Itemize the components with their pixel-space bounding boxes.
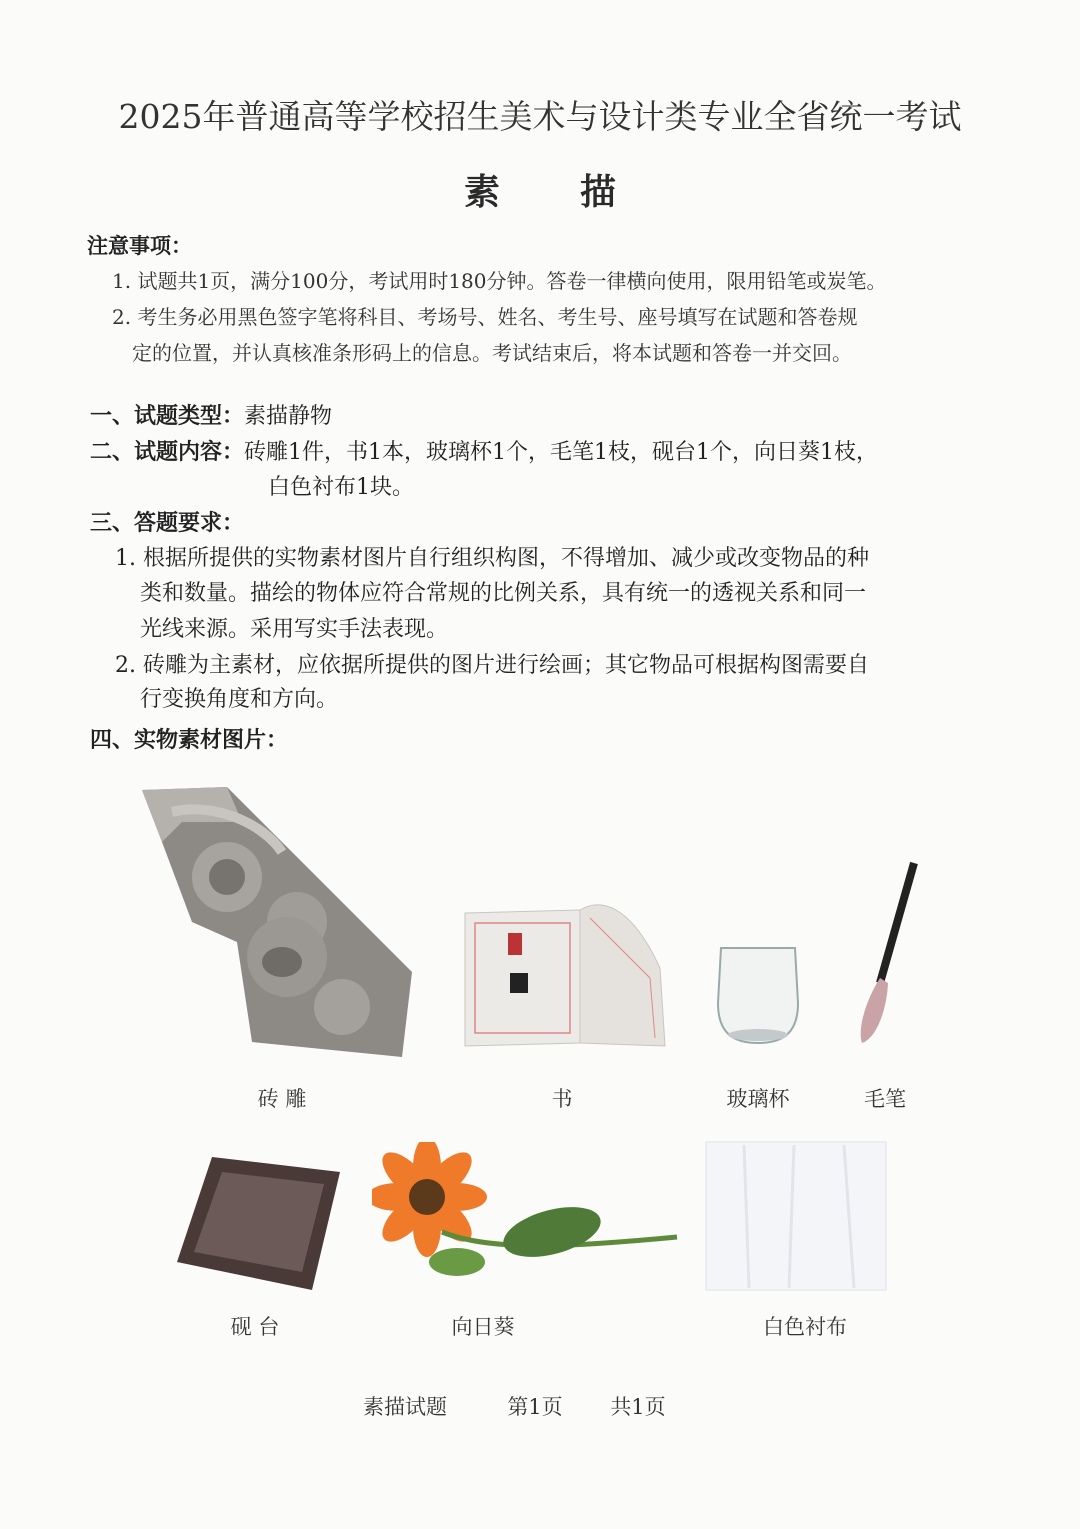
book-image <box>460 898 670 1053</box>
requirement-line: 行变换角度和方向。 <box>140 687 339 712</box>
subject-title: 素描 <box>463 171 696 213</box>
notice-heading: 注意事项： <box>87 233 192 258</box>
notice-item: 2. 考生务必用黑色签字笔将科目、考场号、姓名、考生号、座号填写在试题和答卷规 <box>112 305 858 329</box>
requirement-line: 2. 砖雕为主素材，应依据所提供的图片进行绘画；其它物品可根据构图需要自 <box>115 653 869 678</box>
footer-total-pages: 共1页 <box>610 1395 666 1419</box>
images-label: 四、实物素材图片： <box>90 727 289 753</box>
material-label-book: 书 <box>551 1087 573 1111</box>
white-cloth-image <box>704 1140 888 1292</box>
footer-page-number: 第1页 <box>507 1395 563 1419</box>
requirements-label: 三、答题要求： <box>90 510 245 536</box>
material-label-cloth: 白色衬布 <box>763 1315 847 1339</box>
requirement-line: 1. 根据所提供的实物素材图片自行组织构图，不得增加、减少或改变物品的种 <box>115 546 869 571</box>
brush-image <box>852 858 924 1048</box>
inkstone-image <box>172 1152 344 1294</box>
material-label-inkstone: 砚 台 <box>230 1315 280 1339</box>
footer-exam-name: 素描试题 <box>363 1395 447 1419</box>
material-label-brick: 砖 雕 <box>257 1087 307 1111</box>
material-label-sunflower: 向日葵 <box>451 1315 515 1339</box>
content-label: 二、试题内容： <box>90 439 245 465</box>
material-label-glass: 玻璃杯 <box>726 1087 790 1111</box>
glass-image <box>713 943 803 1048</box>
sunflower-image <box>372 1142 684 1290</box>
notice-item: 1. 试题共1页，满分100分，考试用时180分钟。答卷一律横向使用，限用铅笔或炭笔。 <box>112 269 887 293</box>
type-value: 素描静物 <box>244 404 333 429</box>
requirement-line: 光线来源。采用写实手法表现。 <box>140 617 449 642</box>
content-line: 白色衬布1块。 <box>268 475 414 500</box>
content-line: 砖雕1件，书1本，玻璃杯1个，毛笔1枝，砚台1个，向日葵1枝， <box>244 440 878 465</box>
type-label: 一、试题类型： <box>90 403 245 429</box>
brick-carving-image <box>132 782 417 1062</box>
notice-item: 定的位置，并认真核准条形码上的信息。考试结束后，将本试题和答卷一并交回。 <box>132 341 852 365</box>
material-label-brush: 毛笔 <box>864 1087 906 1111</box>
exam-title: 2025年普通高等学校招生美术与设计类专业全省统一考试 <box>118 97 962 136</box>
requirement-line: 类和数量。描绘的物体应符合常规的比例关系，具有统一的透视关系和同一 <box>140 581 867 606</box>
